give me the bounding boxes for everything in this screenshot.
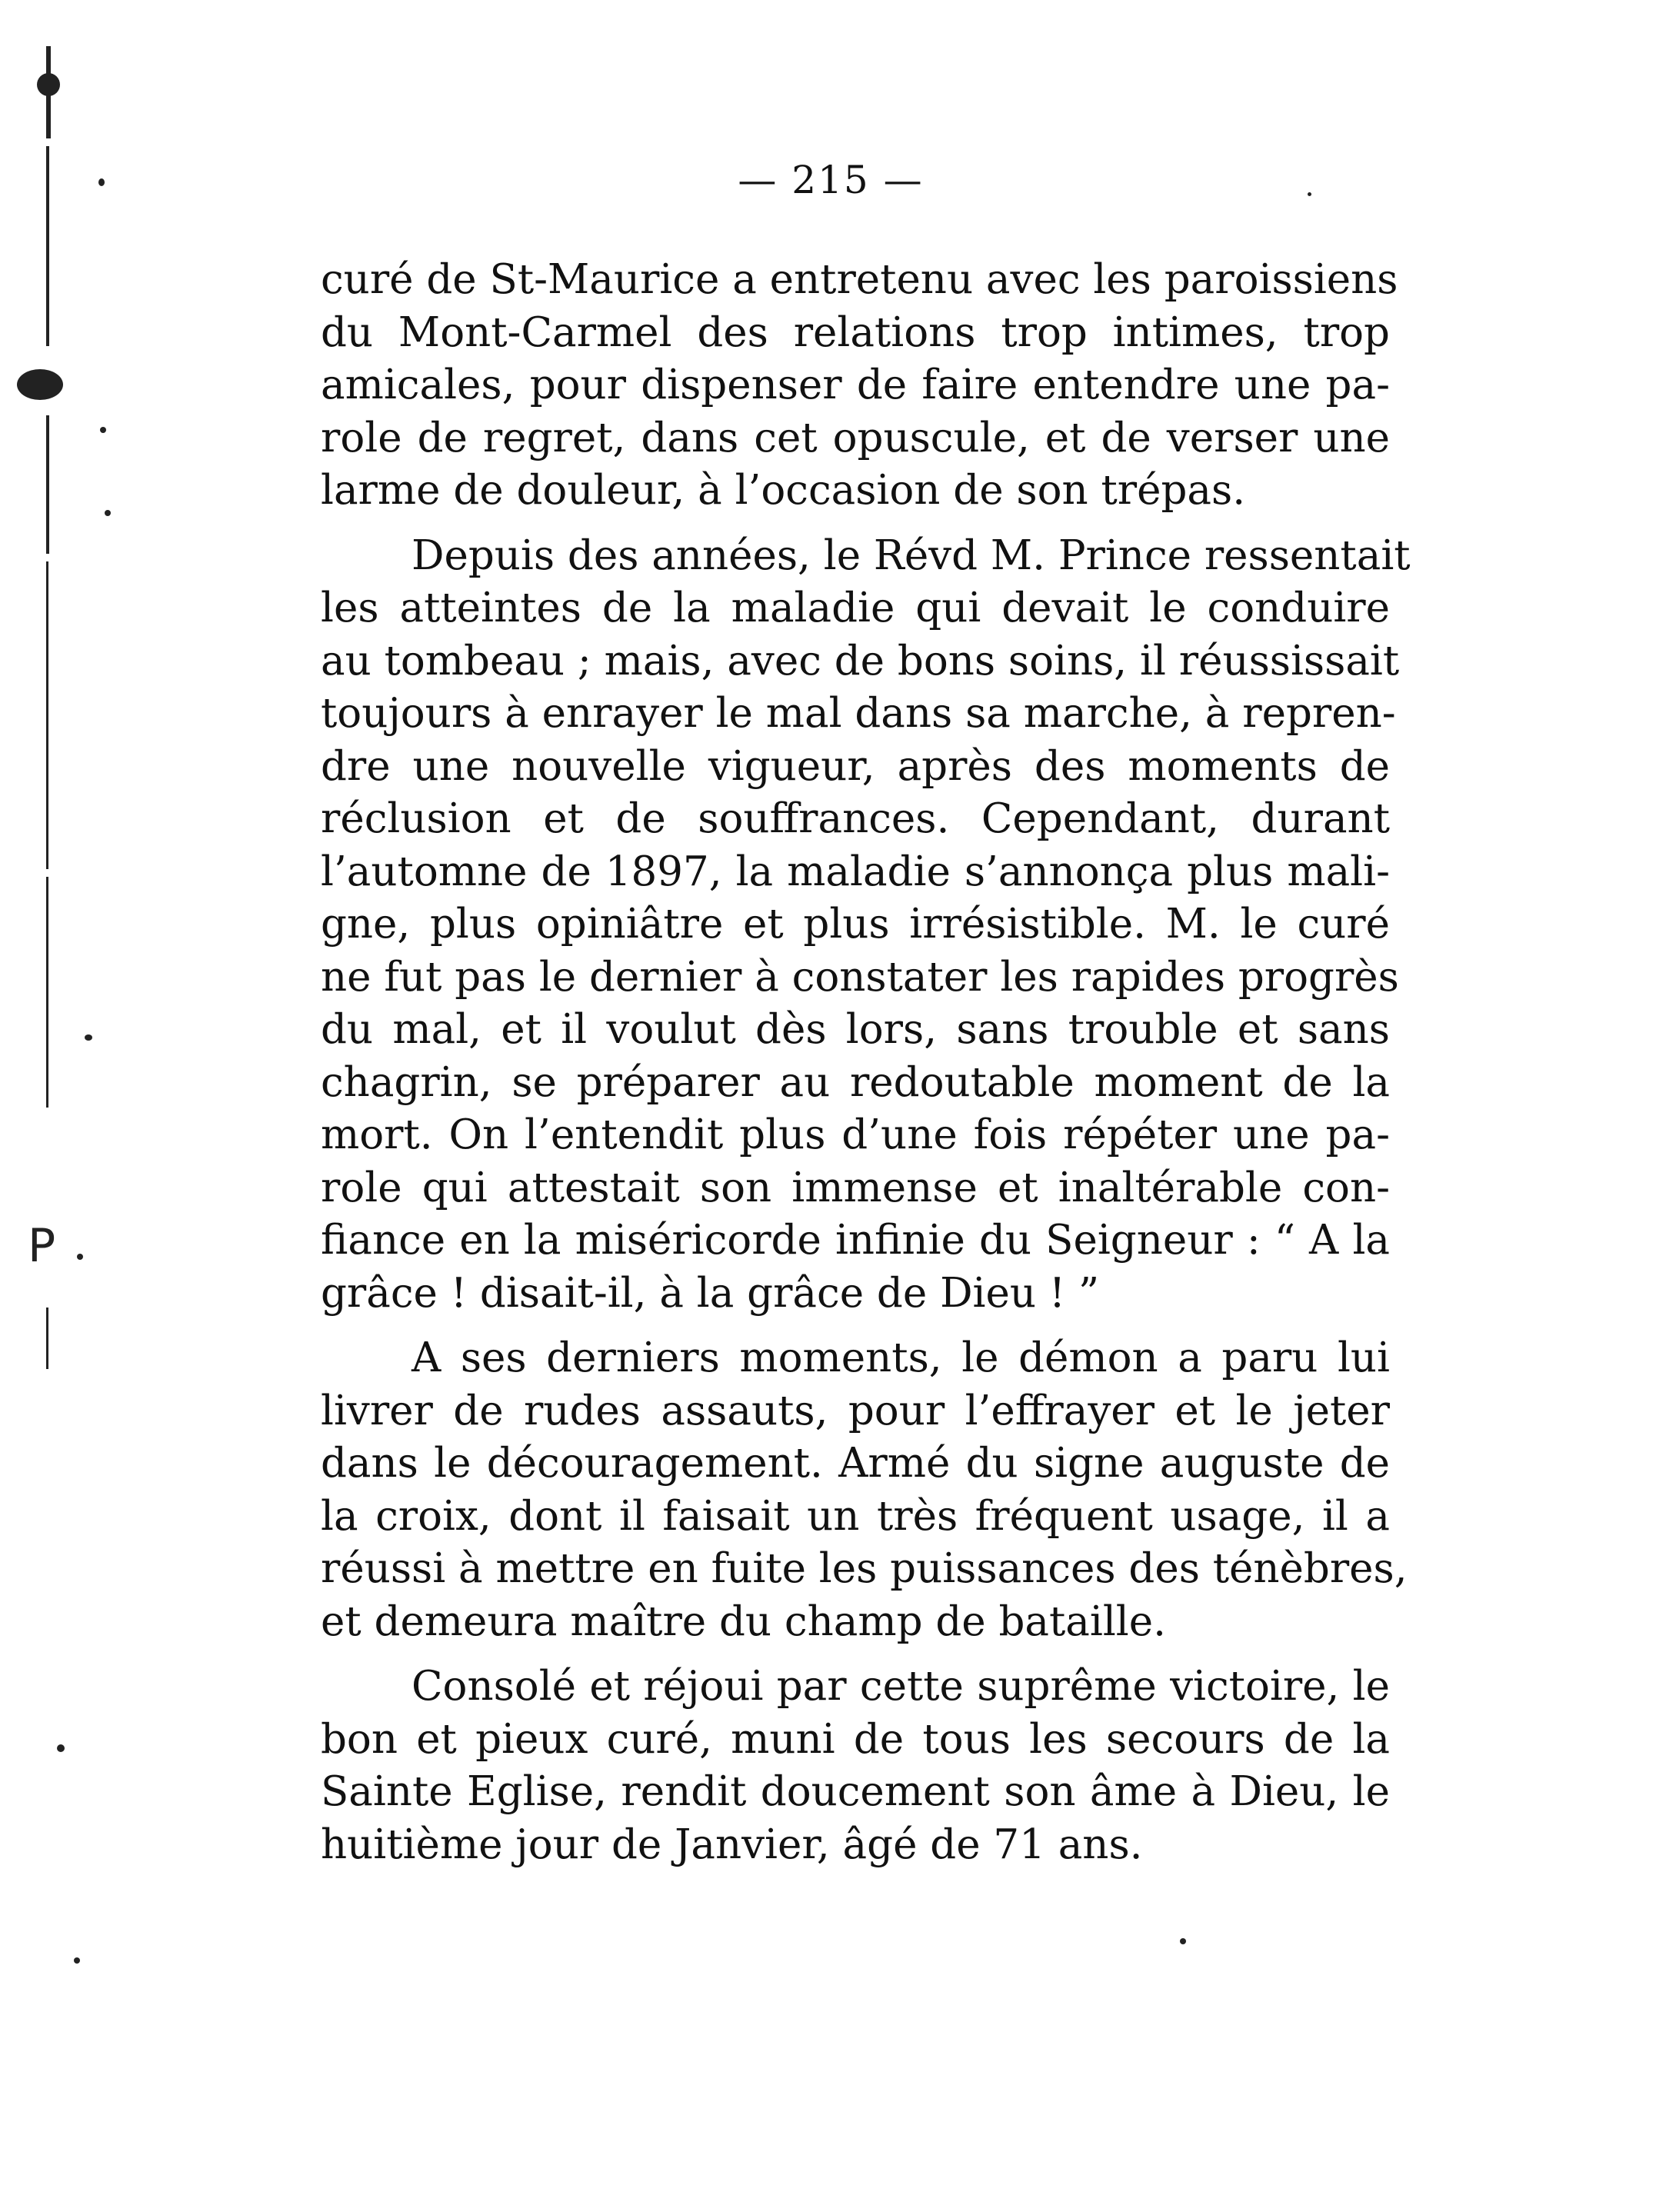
page-number: — 215 — xyxy=(738,158,924,202)
text-line: grâce ! disait-il, à la grâce de Dieu ! ” xyxy=(321,1269,1100,1317)
text-line: et demeura maître du champ de bataille. xyxy=(321,1597,1166,1645)
text-line: du Mont-Carmel des relations trop intimes, trop xyxy=(321,308,1390,356)
margin-dot-mark xyxy=(105,510,111,516)
text-line: amicales, pour dispenser de faire entendre une pa- xyxy=(321,361,1390,408)
binding-edge-rule xyxy=(46,877,48,1108)
text-line: l’automne de 1897, la maladie s’annonça plus mali- xyxy=(321,848,1390,895)
binding-blot-mark xyxy=(17,369,63,400)
text-line: livrer de rudes assauts, pour l’effrayer et le jeter xyxy=(321,1387,1390,1434)
text-line: dre une nouvelle vigueur, après des moments de xyxy=(321,742,1390,790)
text-line: A ses derniers moments, le démon a paru lui xyxy=(412,1334,1390,1381)
text-line: ne fut pas le dernier à constater les rapides progrès xyxy=(321,953,1399,1001)
text-line: les atteintes de la maladie qui devait le conduire xyxy=(321,585,1390,631)
margin-dot-mark xyxy=(1180,1938,1186,1944)
binding-edge-rule xyxy=(46,415,49,554)
margin-dot-mark xyxy=(57,1744,65,1752)
text-line: chagrin, se préparer au redoutable moment de la xyxy=(321,1058,1390,1106)
margin-p-mark-icon: P xyxy=(28,1219,56,1273)
text-line: mort. On l’entendit plus d’une fois répéter une pa- xyxy=(321,1111,1390,1158)
text-line: larme de douleur, à l’occasion de son trépas. xyxy=(321,467,1246,514)
paragraph xyxy=(321,530,1411,1321)
text-line: role de regret, dans cet opuscule, et de verser une xyxy=(321,414,1390,461)
margin-dot-mark xyxy=(98,178,105,186)
text-line: role qui attestait son immense et inaltérable con- xyxy=(321,1164,1390,1211)
text-line: Consolé et réjoui par cette suprême victoire, le xyxy=(412,1663,1390,1710)
text-line: huitième jour de Janvier, âgé de 71 ans. xyxy=(321,1821,1143,1868)
text-line: bon et pieux curé, muni de tous les secours de la xyxy=(321,1715,1390,1763)
margin-dot-mark xyxy=(74,1957,80,1964)
binding-edge-rule xyxy=(46,561,48,869)
text-line: Sainte Eglise, rendit doucement son âme à Dieu, le xyxy=(321,1768,1390,1815)
text-line: au tombeau ; mais, avec de bons soins, il réussissait xyxy=(321,637,1400,685)
paragraph xyxy=(321,1661,1390,1871)
binding-edge-rule xyxy=(46,1308,48,1369)
paragraph xyxy=(321,1332,1408,1648)
margin-dot-mark xyxy=(100,427,106,433)
binding-edge-rule xyxy=(46,146,49,346)
text-line: Depuis des années, le Révd M. Prince ressentait xyxy=(412,531,1411,579)
text-line: la croix, dont il faisait un très fréquent usage, il a xyxy=(321,1492,1390,1540)
margin-dot-mark xyxy=(1308,192,1311,196)
text-line: dans le découragement. Armé du signe auguste de xyxy=(321,1440,1390,1487)
text-line: curé de St-Maurice a entretenu avec les paroissiens xyxy=(321,256,1398,303)
body-text xyxy=(321,254,1411,1871)
text-line: réussi à mettre en fuite les puissances des ténèbres, xyxy=(321,1545,1408,1592)
paragraph-continuation xyxy=(321,254,1398,518)
margin-dot-mark xyxy=(85,1034,92,1041)
margin-dot-mark xyxy=(77,1254,83,1260)
text-line: gne, plus opiniâtre et plus irrésistible. M. le curé xyxy=(321,901,1390,948)
text-line: réclusion et de souffrances. Cependant, durant xyxy=(321,795,1390,842)
binding-blot-mark xyxy=(37,73,60,96)
text-line: du mal, et il voulut dès lors, sans trouble et sans xyxy=(321,1006,1390,1053)
text-line: toujours à enrayer le mal dans sa marche, à repren- xyxy=(321,690,1396,737)
text-line: fiance en la miséricorde infinie du Seigneur : “ A la xyxy=(321,1217,1390,1264)
